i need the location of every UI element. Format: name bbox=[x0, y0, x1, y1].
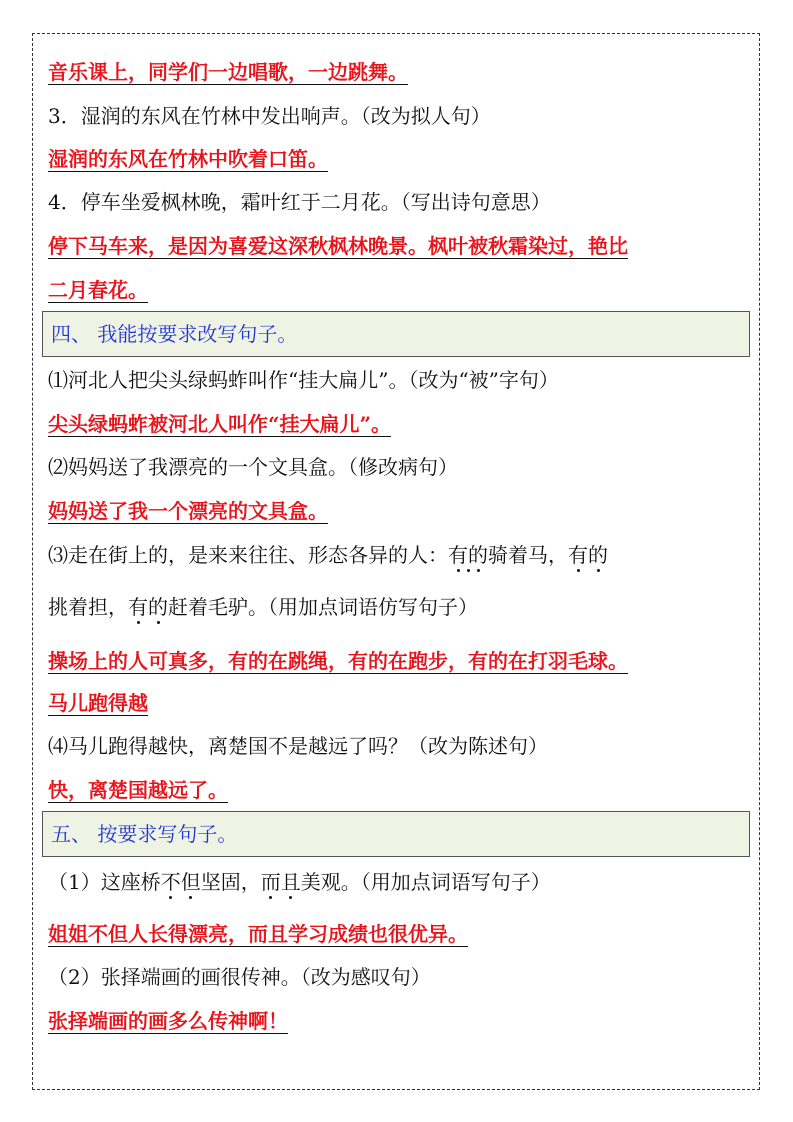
answer-line bbox=[48, 647, 628, 675]
answer-text: 妈妈送了我一个漂亮的文具盒。 bbox=[48, 499, 328, 523]
section-heading-4: 四、 我能按要求改写句子。 bbox=[42, 311, 750, 357]
answer-line bbox=[48, 776, 240, 804]
answer-line bbox=[48, 145, 340, 173]
question-text: 赶着毛驴。（用加点词语仿写句子） bbox=[168, 595, 478, 619]
dotted-word: 有的 bbox=[568, 543, 608, 567]
question-text: 坚固， bbox=[200, 870, 261, 894]
question-text: 骑着马， bbox=[488, 543, 568, 567]
answer-line bbox=[48, 1007, 300, 1035]
answer-line bbox=[48, 276, 160, 304]
answer-line bbox=[48, 232, 628, 260]
answer-text: 操场上的人可真多，有的在跳绳，有的在跑步，有的在打羽毛球。 bbox=[48, 649, 628, 673]
dotted-word: 有的 bbox=[448, 543, 488, 567]
dotted-word: 不但 bbox=[160, 870, 201, 894]
question-2: ⑵妈妈送了我漂亮的一个文具盒。（修改病句） bbox=[48, 455, 458, 479]
answer-text: 快，离楚国越远了。 bbox=[48, 778, 228, 802]
answer-text: 音乐课上，同学们一边唱歌，一边跳舞。 bbox=[48, 60, 408, 84]
question-4: ⑷马儿跑得越快，离楚国不是越远了吗？（改为陈述句） bbox=[48, 734, 548, 758]
answer-text: 湿润的东风在竹林中吹着口笛。 bbox=[48, 147, 328, 171]
answer-line bbox=[48, 689, 148, 717]
question-4: 4．停车坐爱枫林晚，霜叶红于二月花。（写出诗句意思） bbox=[48, 190, 551, 214]
answer-text: 尖头绿蚂蚱被河北人叫作“挂大扁儿”。 bbox=[48, 412, 392, 436]
answer-text: 马儿跑得越 bbox=[48, 691, 148, 715]
dotted-word: 而且 bbox=[260, 870, 301, 894]
question-2: （2）张择端画的画很传神。（改为感叹句） bbox=[48, 965, 431, 989]
question-3-line-1 bbox=[48, 541, 608, 569]
answer-line bbox=[48, 58, 420, 86]
question-3-line-2 bbox=[48, 593, 478, 621]
question-text: 美观。（用加点词语写句子） bbox=[300, 870, 551, 894]
question-1: ⑴河北人把尖头绿蚂蚱叫作“挂大扁儿”。（改为“被”字句） bbox=[48, 368, 559, 392]
answer-text: 张择端画的画多么传神啊！ bbox=[48, 1009, 288, 1033]
question-3: 3．湿润的东风在竹林中发出响声。（改为拟人句） bbox=[48, 104, 491, 128]
section-heading-5: 五、 按要求写句子。 bbox=[42, 811, 750, 857]
question-text: （1）这座桥 bbox=[48, 870, 161, 894]
question-text: 挑着担， bbox=[48, 595, 128, 619]
answer-line bbox=[48, 497, 340, 525]
answer-text: 姐姐不但人长得漂亮，而且学习成绩也很优异。 bbox=[48, 922, 468, 946]
answer-line bbox=[48, 410, 403, 438]
question-1 bbox=[48, 868, 551, 896]
dotted-word: 有的 bbox=[128, 595, 168, 619]
answer-text: 二月春花。 bbox=[48, 278, 148, 302]
answer-line bbox=[48, 920, 480, 948]
question-text: ⑶走在街上的，是来来往往、形态各异的人： bbox=[48, 543, 448, 567]
answer-text: 停下马车来，是因为喜爱这深秋枫林晚景。枫叶被秋霜染过，艳比 bbox=[48, 234, 628, 258]
